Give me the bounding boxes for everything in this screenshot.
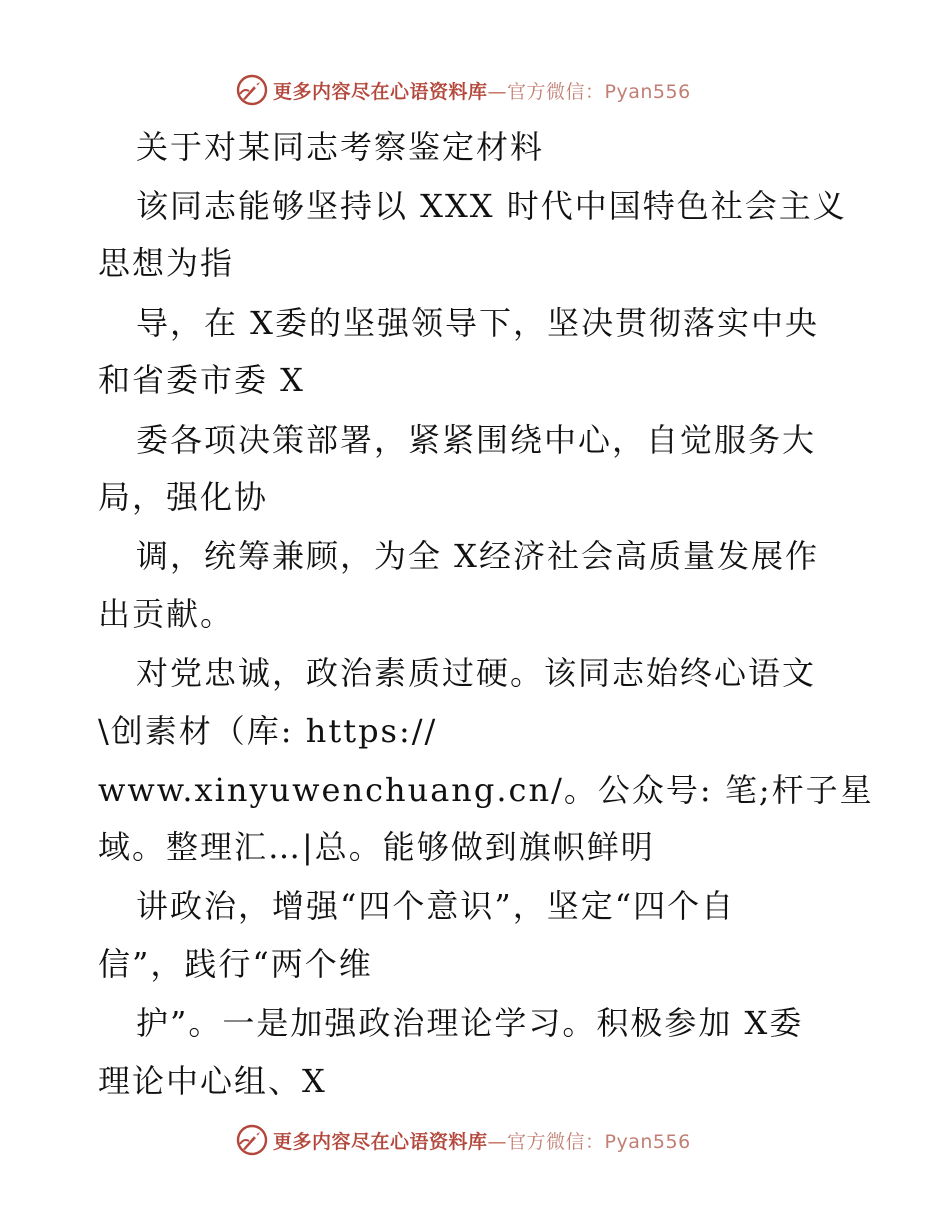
pen-nib-logo-icon bbox=[235, 1123, 269, 1157]
text-line: 对党忠诚，政治素质过硬。该同志始终心语文 bbox=[136, 654, 817, 692]
text-line: 局，强化协 bbox=[98, 478, 269, 516]
document-title: 关于对某同志考察鉴定材料 bbox=[136, 128, 545, 166]
text-line: 域。整理汇…|总。能够做到旗帜鲜明 bbox=[98, 828, 655, 866]
text-line: 思想为指 bbox=[98, 244, 235, 282]
text-line: 和省委市委 X bbox=[98, 361, 305, 399]
text-line: 护”。一是加强政治理论学习。积极参加 X委 bbox=[136, 1004, 804, 1042]
text-line: 理论中心组、X bbox=[98, 1062, 327, 1100]
banner-dash: — bbox=[487, 80, 508, 103]
text-line: 委各项决策部署，紧紧围绕中心，自觉服务大 bbox=[136, 421, 817, 459]
text-line: www.xinyuwenchuang.cn/。公众号: 笔;杆子星 bbox=[98, 771, 874, 809]
banner-brand: 更多内容尽在心语资料库 bbox=[273, 1130, 488, 1153]
text-line: 该同志能够坚持以 XXX 时代中国特色社会主义 bbox=[136, 187, 847, 225]
text-line: 导，在 X委的坚强领导下，坚决贯彻落实中央 bbox=[136, 304, 819, 342]
text-line: 信”，践行“两个维 bbox=[98, 945, 373, 983]
banner-contact: 官方微信：Pyan556 bbox=[507, 80, 691, 103]
footer-banner bbox=[235, 1122, 691, 1158]
text-line: 出贡献。 bbox=[98, 595, 235, 633]
text-line: 调，统筹兼顾，为全 X经济社会高质量发展作 bbox=[136, 537, 819, 575]
banner-brand: 更多内容尽在心语资料库 bbox=[273, 80, 488, 103]
text-line: \创素材（库: https:// bbox=[98, 712, 438, 750]
banner-text bbox=[273, 1127, 691, 1154]
banner-dash: — bbox=[487, 1130, 508, 1153]
text-line: 讲政治，增强“四个意识”，坚定“四个自 bbox=[136, 887, 736, 925]
banner-contact: 官方微信：Pyan556 bbox=[507, 1130, 691, 1153]
